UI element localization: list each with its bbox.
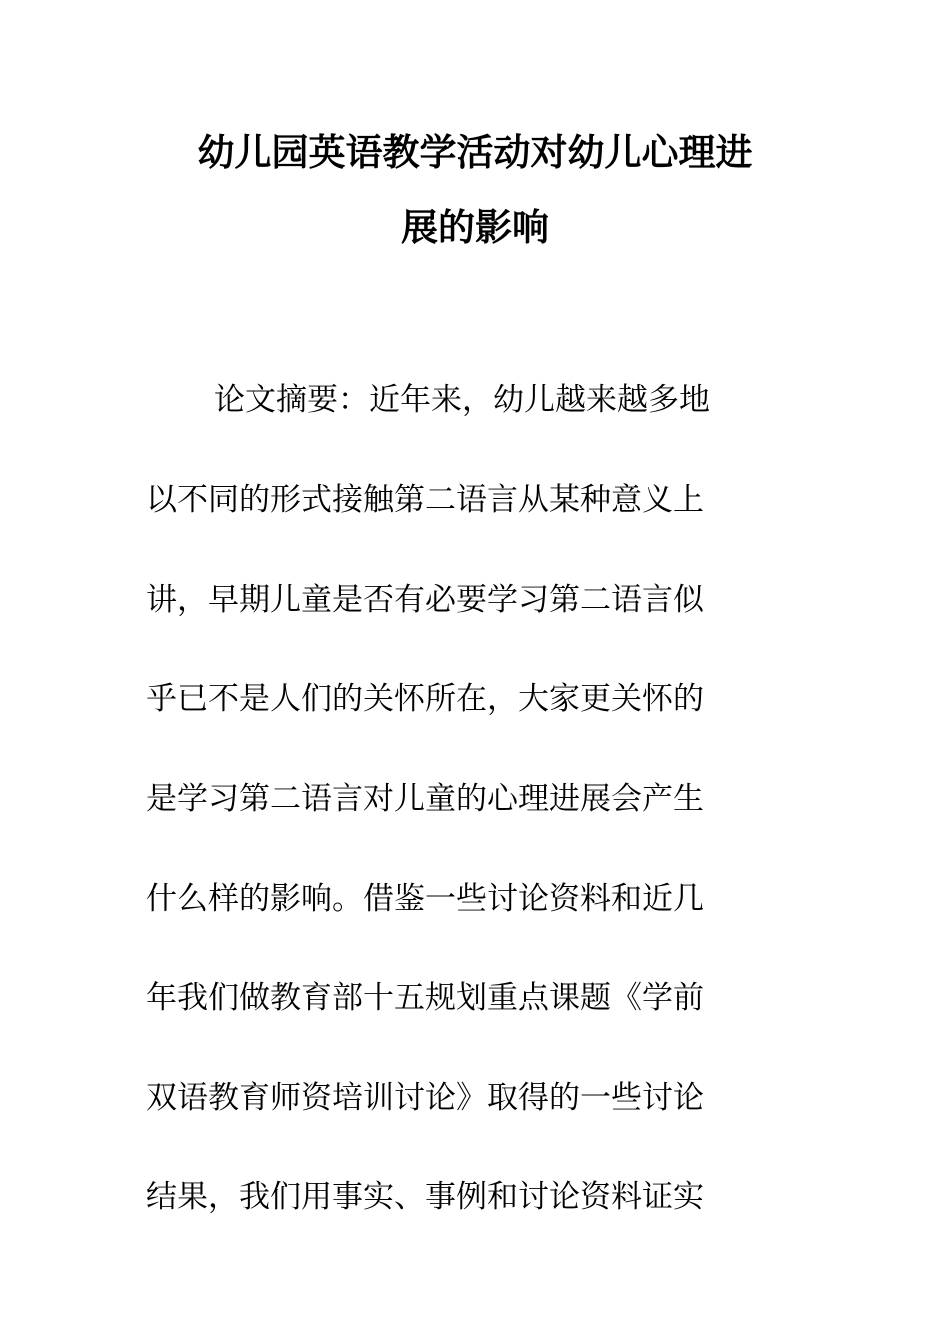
body-line-1: 论文摘要：近年来，幼儿越来越多地: [214, 382, 710, 418]
document-title-line-2: 展的影响: [401, 206, 549, 249]
body-line-4: 乎已不是人们的关怀所在，大家更关怀的: [146, 681, 704, 717]
body-line-3: 讲，早期儿童是否有必要学习第二语言似: [146, 582, 704, 618]
body-line-8: 双语教育师资培训讨论》取得的一些讨论: [146, 1080, 704, 1116]
document-title-line-1: 幼儿园英语教学活动对幼儿心理进: [197, 131, 753, 174]
body-line-6: 什么样的影响。借鉴一些讨论资料和近几: [146, 881, 704, 917]
body-line-2: 以不同的形式接触第二语言从某种意义上: [146, 482, 704, 518]
body-line-7: 年我们做教育部十五规划重点课题《学前: [146, 980, 704, 1016]
body-line-5: 是学习第二语言对儿童的心理进展会产生: [146, 781, 704, 817]
body-line-9: 结果，我们用事实、事例和讨论资料证实: [146, 1179, 704, 1215]
